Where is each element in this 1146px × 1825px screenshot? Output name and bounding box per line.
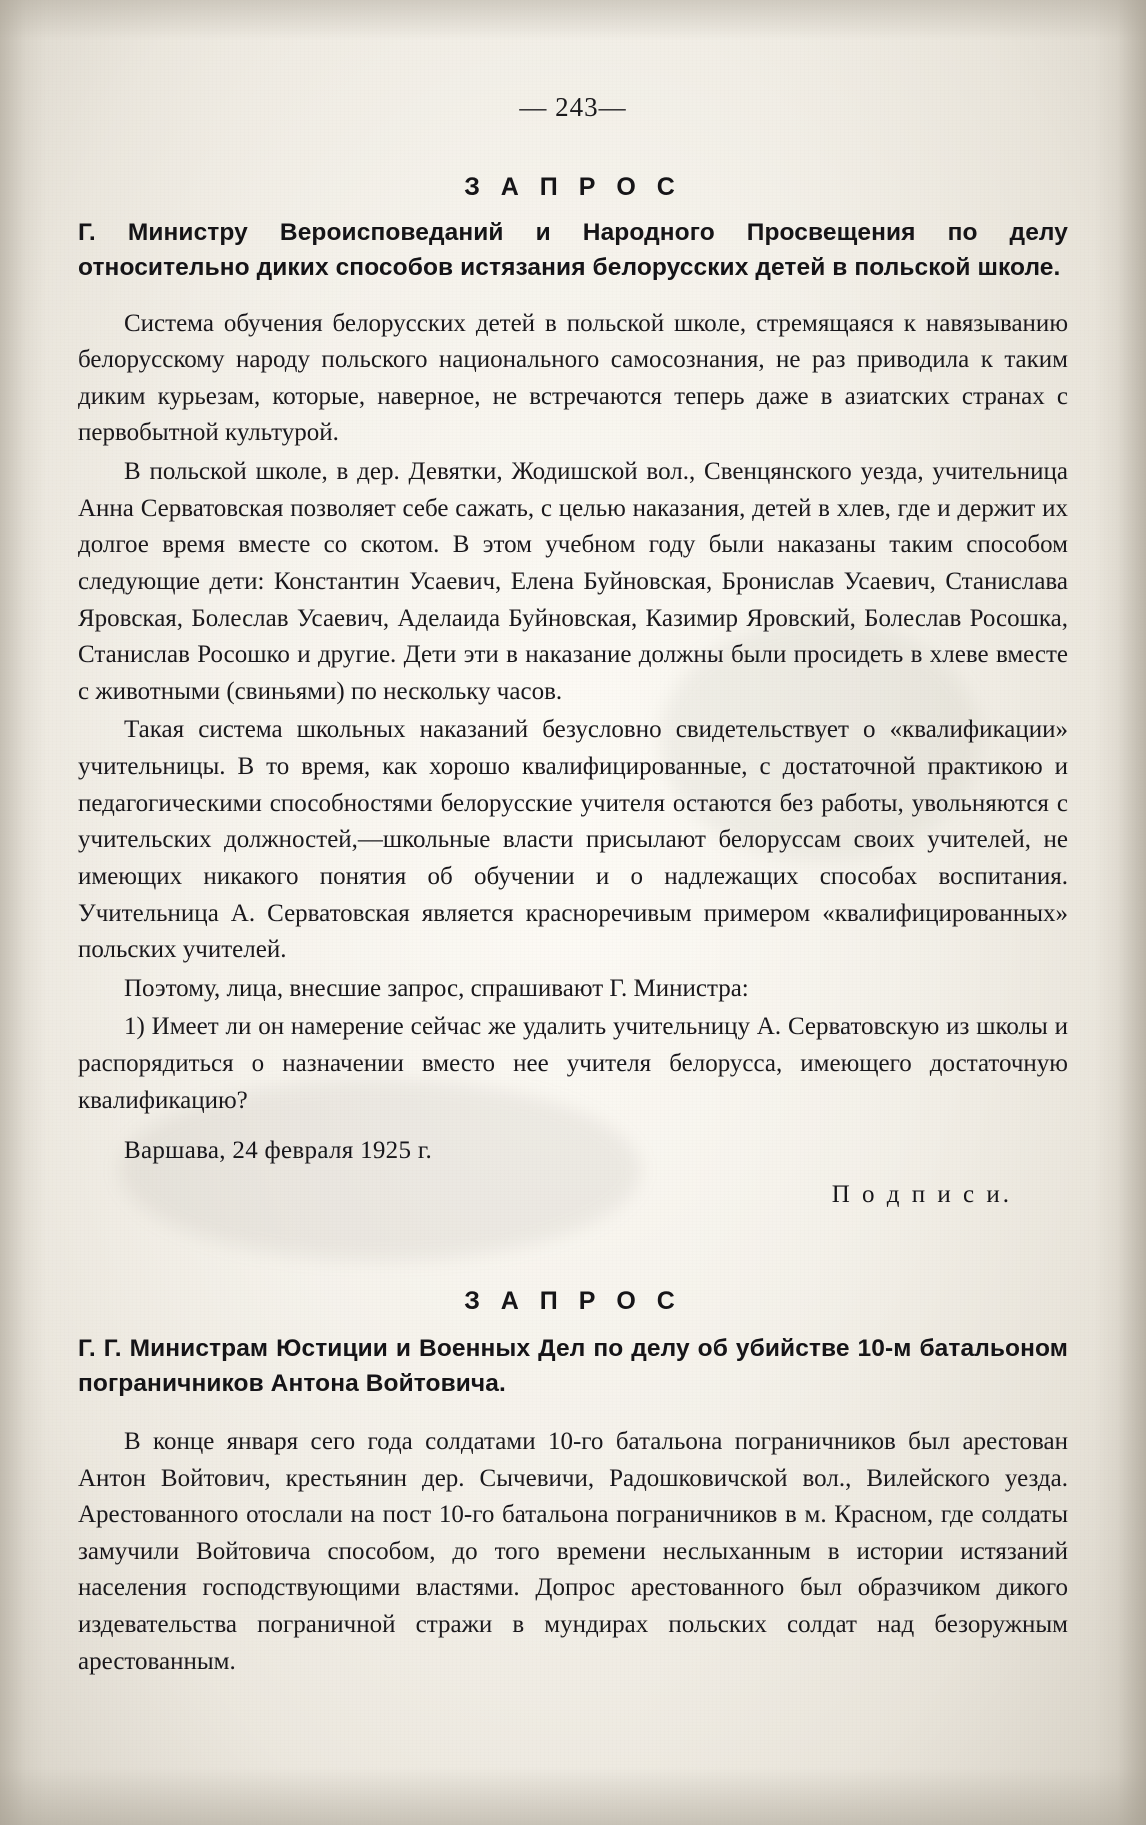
section-heading-1: З А П Р О С bbox=[464, 173, 682, 201]
section-2-body bbox=[78, 1424, 1068, 1680]
paragraph: Поэтому, лица, внесшие запрос, спрашивают Г. Министра: bbox=[124, 974, 749, 1002]
section-subtitle-2: Г. Г. Министрам Юстиции и Военных Дел по делу об убийстве 10-м батальоном пограничников Антона Войтовича. bbox=[78, 1335, 1068, 1398]
page-edge-shadow-left bbox=[0, 0, 46, 1825]
page-number: — 243— bbox=[519, 92, 627, 122]
paragraph: Система обучения белорусских детей в польской школе, стремящаяся к навязыванию белорусскому народу польского национального самосознания, не раз приводила к таким диким курьезам, которые, наверное, не встречаются теперь даже в азиатских странах с первобытной культурой. bbox=[78, 309, 1068, 447]
section-subtitle-1: Г. Министру Вероисповеданий и Народного Просвещения по делу относительно диких способов истязания белорусских детей в польской школе. bbox=[78, 219, 1068, 281]
place-and-date: Варшава, 24 февраля 1925 г. bbox=[124, 1137, 433, 1165]
page-content bbox=[78, 0, 1068, 1825]
section-heading-2: З А П Р О С bbox=[464, 1287, 682, 1316]
signature-line: П о д п и с и. bbox=[831, 1181, 1012, 1209]
paragraph: Такая система школьных наказаний безусловно свидетельствует о «квалификации» учительницы. В то время, как хорошо квалифицированные, с достаточной практикою и педагогическими способностями белорусские учителя остаются без работы, увольняются с учительских должностей,—школьные власти присылают белоруссам своих учителей, не имеющих никакого понятия об обучении и о надлежащих способах воспитания. Учительница А. Серватовская является красноречивым примером «квалифицированных» польских учителей. bbox=[78, 716, 1068, 964]
paragraph: В конце января сего года солдатами 10-го батальона пограничников был арестован Антон Войтович, крестьянин дер. Сычевичи, Радошковичской вол., Вилейского уезда. Арестованного отослали на пост 10-го батальона пограничников в м. Красном, где солдаты замучили Войтовича способом, до того времени неслыханным в истории истязаний населения господствующими властями. Допрос арестованного был образчиком дикого издевательства пограничной стражи в мундирах польских солдат над безоружным арестованным. bbox=[78, 1427, 1068, 1675]
paragraph: 1) Имеет ли он намерение сейчас же удалить учительницу А. Серватовскую из школы и распорядиться о назначении вместо нее учителя белорусса, имеющего достаточную квалификацию? bbox=[78, 1013, 1068, 1114]
section-1-body bbox=[78, 306, 1068, 1120]
page-edge-shadow-right bbox=[1094, 0, 1146, 1825]
paragraph: В польской школе, в дер. Девятки, Жодишской вол., Свенцянского уезда, учительница Анна Серватовская позволяет себе сажать, с целью наказания, детей в хлев, где и держит их долгое время вместе со скотом. В этом учебном году были наказаны таким способом следующие дети: Константин Усаевич, Елена Буйновская, Бронислав Усаевич, Станислава Яровская, Болеслав Усаевич, Аделаида Буйновская, Казимир Яровский, Болеслав Росошка, Станислав Росошко и другие. Дети эти в наказание должны были просидеть в хлеве вместе с животными (свиньями) по нескольку часов. bbox=[78, 458, 1068, 705]
